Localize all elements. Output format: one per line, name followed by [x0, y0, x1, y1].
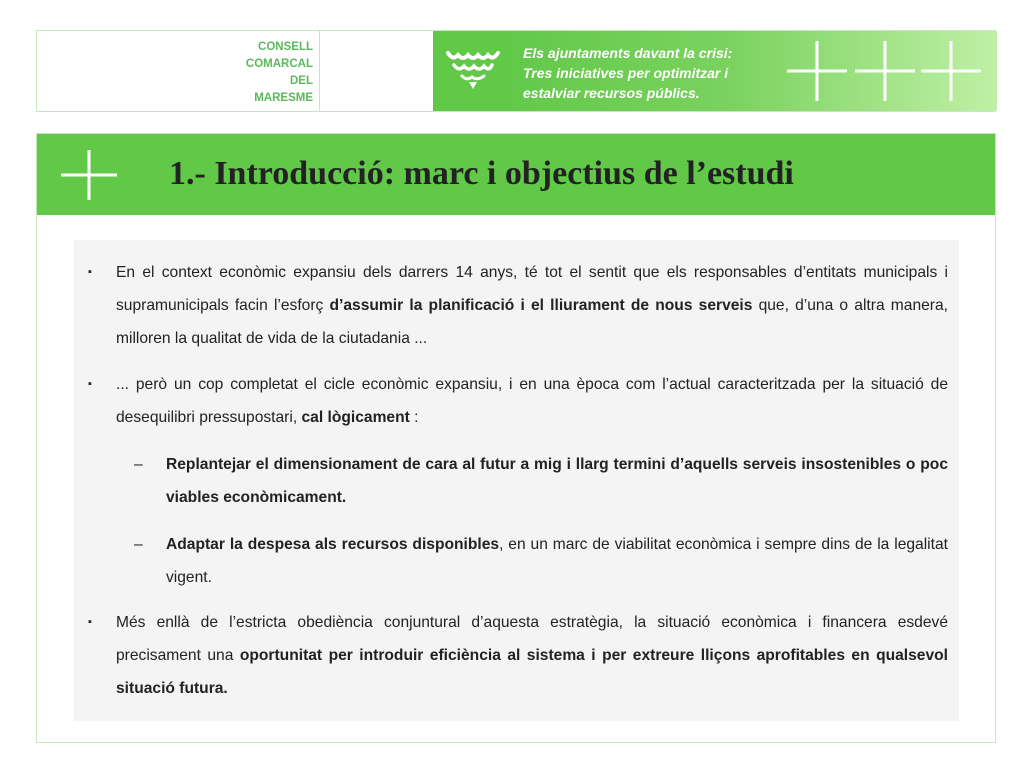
dash-marker: – — [134, 536, 143, 553]
header — [36, 30, 996, 112]
paragraph-1: En el context econòmic expansiu dels darrers 14 anys, té tot el sentit que els responsables d’entitats municipals i supramunicipals facin l’esforç d’assumir la planificació i el lliurament de nous serveis que, d’una o altra manera, milloren la qualitat de vida de la ciutadania ... — [116, 264, 948, 347]
paragraph-3: Més enllà de l’estricta obediència conjuntural d’aquesta estratègia, la situació econòmica i financera esdevé precisament una oportunitat per introduir eficiència al sistema i per extreure lliçons aprofitables en qualsevol situació futura. — [116, 614, 948, 697]
bullet-marker: ▪ — [88, 616, 92, 628]
banner-line: Els ajuntaments davant la crisi: — [523, 45, 733, 61]
sub-item-1: Replantejar el dimensionament de cara al futur a mig i llarg termini d’aquells serveis insostenibles o poc viables econòmicament. — [166, 456, 948, 506]
triple-cross-icon — [785, 39, 985, 103]
banner-line: estalviar recursos públics. — [523, 85, 700, 101]
org-name-line: COMARCAL — [245, 58, 313, 70]
slide-frame — [36, 133, 996, 743]
bullet-marker: ▪ — [88, 266, 92, 278]
waves-logo-icon — [444, 49, 502, 93]
banner-text — [523, 43, 793, 103]
cross-icon — [61, 150, 117, 200]
bullet-marker: ▪ — [88, 378, 92, 390]
header-banner — [513, 31, 997, 111]
paragraph-2: ... però un cop completat el cicle econòmic expansiu, i en una època com l’actual caracteritzada per la situació de desequilibri pressupostari, cal lògicament : — [116, 376, 948, 426]
sub-item-2: Adaptar la despesa als recursos disponibles, en un marc de viabilitat econòmica i sempre dins de la legalitat vigent. — [166, 536, 948, 586]
slide-title: 1.- Introducció: marc i objectius de l’estudi — [169, 155, 794, 192]
title-bar — [37, 134, 995, 215]
content-box — [74, 240, 959, 721]
dash-marker: – — [134, 456, 143, 473]
org-name — [227, 39, 313, 107]
org-name-line: DEL — [290, 75, 313, 87]
header-divider — [319, 31, 320, 111]
org-name-line: CONSELL — [258, 41, 313, 53]
banner-line: Tres iniciatives per optimitzar i — [523, 65, 729, 81]
org-name-line: MARESME — [254, 92, 313, 104]
logo — [433, 31, 513, 111]
